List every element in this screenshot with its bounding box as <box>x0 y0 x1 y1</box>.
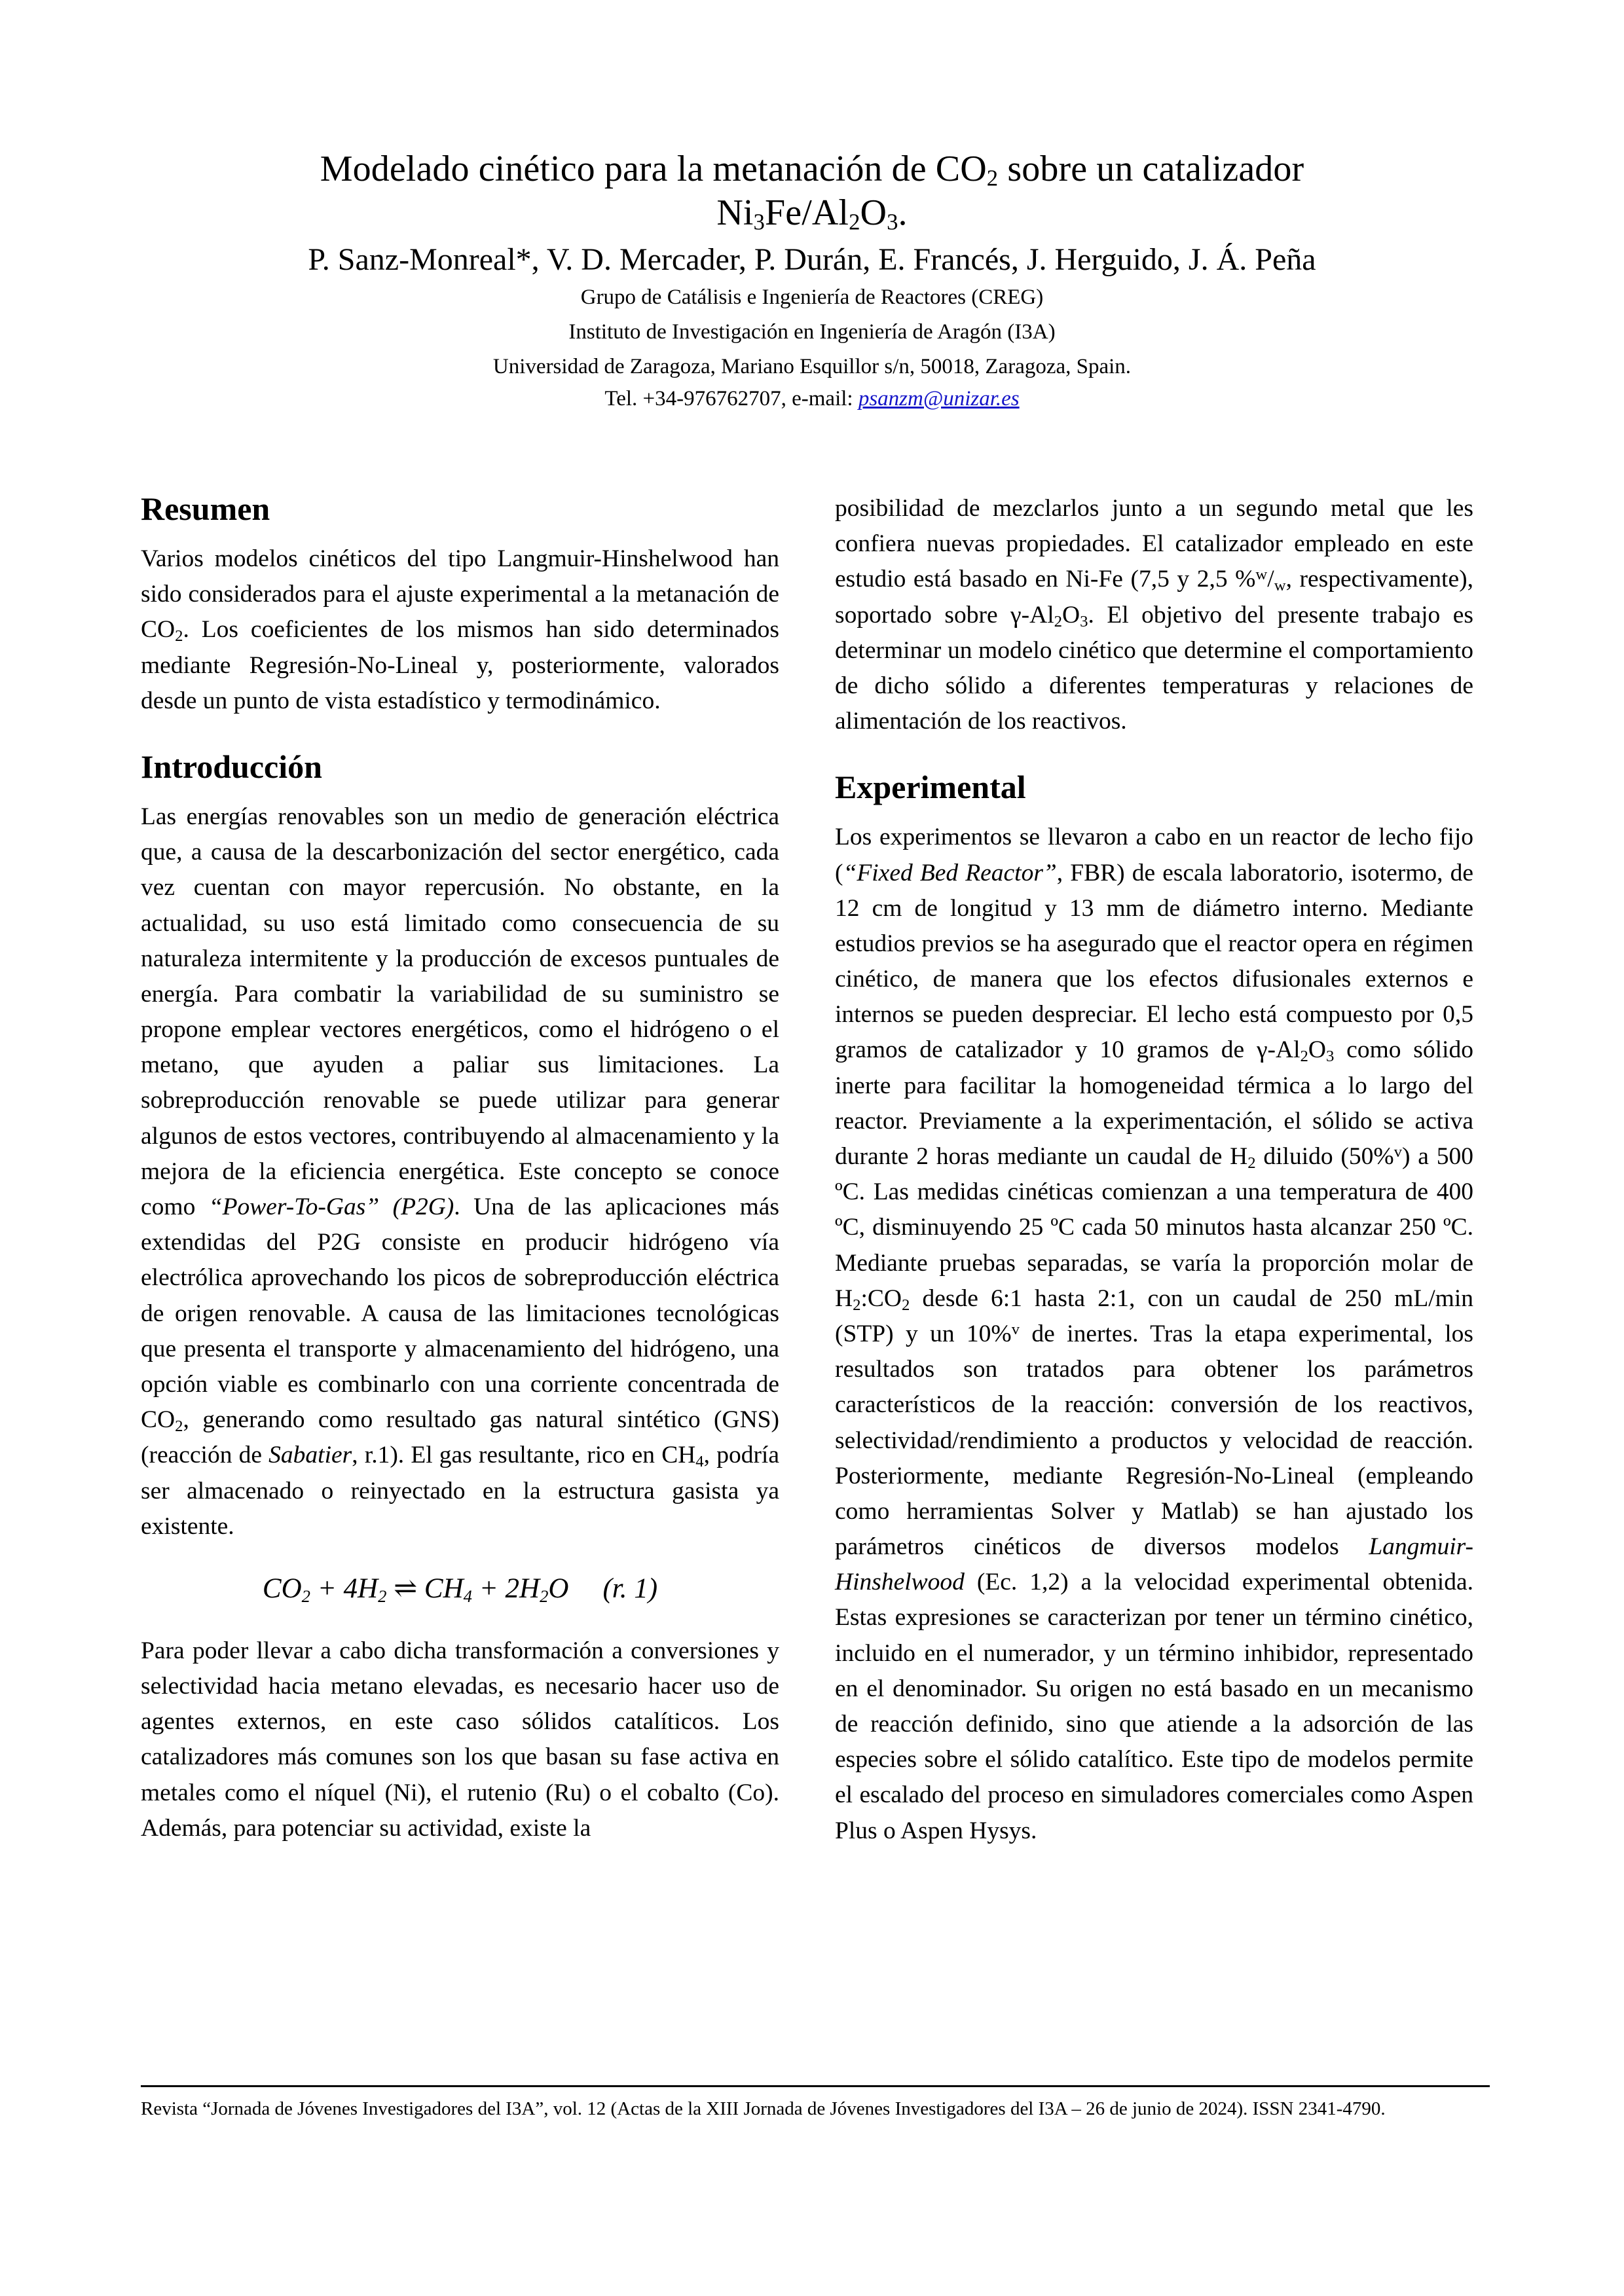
exp-subscript-co2: 2 <box>901 1296 910 1314</box>
page-title <box>151 147 1473 235</box>
resumen-subscript-co2: 2 <box>175 627 183 646</box>
exp-subscript-o3: 3 <box>1326 1048 1335 1066</box>
title-line-2-fe-al: Fe/Al <box>765 192 849 234</box>
intro-subscript-co2: 2 <box>175 1417 183 1436</box>
experimental-paragraph-1 <box>835 820 1473 1848</box>
page-footer <box>141 2085 1490 2124</box>
telephone-text: Tel. +34-976762707, e-mail: <box>604 386 858 410</box>
exp-text-d: como sólido inerte para facilitar la homogeneidad térmica a lo largo del reactor. Previamente a la experimentación, el sólido se activa durante 2 horas mediante un caudal de H <box>835 1036 1473 1170</box>
body-columns <box>141 491 1490 1849</box>
affiliation-university: Universidad de Zaragoza, Mariano Esquillor s/n, 50018, Zaragoza, Spain. <box>492 354 1132 378</box>
intro-text-b: . Una de las aplicaciones más extendidas del P2G consiste en producir hidrógeno vía electrólica aprovechando los picos de sobreproducción eléctrica de origen renovable. A causa de las limitaciones tecnológicas que presenta el transporte y almacenamiento del hidrógeno, una opción viable es combinarlo con una corriente concentrada de CO <box>141 1194 779 1434</box>
right-column <box>835 491 1473 1849</box>
title-line-1-cont: sobre un catalizador <box>998 149 1304 189</box>
exp-superscript-v1: v <box>1393 1142 1403 1161</box>
exp-text-c: O <box>1308 1036 1326 1064</box>
resumen-text-a: Varios modelos cinéticos del tipo Langmuir-Hinshelwood han sido considerados para el ajuste experimental a la metanación de CO <box>141 545 779 644</box>
exp-text-h: desde 6:1 hasta 2:1, con un caudal de 250 mL/min (STP) y un 10% <box>835 1285 1473 1347</box>
introduccion-continuation-paragraph <box>835 491 1473 739</box>
author-list: P. Sanz-Monreal*, V. D. Mercader, P. Durán, E. Francés, J. Herguido, J. Á. Peña <box>308 242 1316 278</box>
equation-sub-2a: 2 <box>301 1586 310 1606</box>
intro-cont-text-c: O <box>1062 601 1080 629</box>
resumen-text-b: . Los coeficientes de los mismos han sido determinados mediante Regresión-No-Lineal y, posteriormente, valorados desde un punto de vista estadístico y termodinámico. <box>141 616 779 714</box>
equation-o: O <box>548 1573 569 1604</box>
title-subscript-o3: 3 <box>887 209 898 235</box>
intro-italic-sabatier: Sabatier <box>268 1442 352 1469</box>
ratio-slash: / <box>1267 566 1274 593</box>
exp-italic-fixed-bed-reactor: “Fixed Bed Reactor” <box>843 859 1057 886</box>
equilibrium-arrow-icon: ⇌ <box>386 1573 424 1604</box>
equation-label-r1: (r. 1) <box>602 1573 658 1604</box>
contact-line <box>151 384 1473 414</box>
left-column <box>141 491 779 1849</box>
email-link[interactable]: psanzm@unizar.es <box>858 386 1020 410</box>
title-block <box>0 0 1624 414</box>
intro-cont-subscript-o3: 3 <box>1080 612 1088 630</box>
intro-subscript-ch4: 4 <box>695 1453 704 1471</box>
title-line-2-o: O <box>860 192 887 234</box>
exp-text-j: (Ec. 1,2) a la velocidad experimental obtenida. Estas expresiones se caracterizan por tener un término cinético, incluido en el numerador, y un término inhibidor, representado en el denominador. Su origen no está basado en un mecanismo de reacción definido, sino que atiende a la adsorción de las especies sobre el sólido catalítico. Este tipo de modelos permite el escalado del proceso en simuladores comerciales como Aspen Plus o Aspen Hysys. <box>835 1569 1473 1844</box>
intro-cont-text-d: . El objetivo del presente trabajo es determinar un modelo cinético que determine el comportamiento de dicho sólido a diferentes temperaturas y relaciones de alimentación de los reactivos. <box>835 601 1473 735</box>
intro-text-d: , r.1). El gas resultante, rico en CH <box>352 1442 696 1469</box>
title-subscript-ni3: 3 <box>753 209 765 235</box>
resumen-paragraph <box>141 541 779 719</box>
exp-text-f: ) a 500 ºC. Las medidas cinéticas comienzan a una temperatura de 400 ºC, disminuyendo 25 ºC cada 50 minutos hasta alcanzar 250 ºC. Mediante pruebas separadas, se varía la proporción molar de H <box>835 1143 1473 1312</box>
exp-text-e: diluido (50% <box>1255 1143 1394 1170</box>
footer-citation: Revista “Jornada de Jóvenes Investigadores del I3A”, vol. 12 (Actas de la XIII Jornada de Jóvenes Investigadores del I3A – 26 de junio de 2024). ISSN 2341-4790. <box>141 2098 1386 2119</box>
introduccion-paragraph-1 <box>141 799 779 1544</box>
section-heading-introduccion: Introducción <box>141 748 322 785</box>
equation-plus-4h: + 4H <box>310 1573 378 1604</box>
footer-divider <box>141 2085 1490 2087</box>
exp-text-b: , FBR) de escala laboratorio, isotermo, de 12 cm de longitud y 13 mm de diámetro interno. Mediante estudios previos se ha asegurado que el reactor opera en régimen cinético, de manera que los efectos difusionales externos e internos se pueden despreciar. El lecho está compuesto por 0,5 gramos de catalizador y 10 gramos de γ-Al <box>835 859 1473 1064</box>
title-line-2-ni: Ni <box>716 192 754 234</box>
exp-superscript-v2: v <box>1011 1320 1020 1338</box>
introduccion-paragraph-2: Para poder llevar a cabo dicha transformación a conversiones y selectividad hacia metano elevadas, es necesario hacer uso de agentes externos, en este caso sólidos catalíticos. Los catalizadores más comunes son los que basan su fase activa en metales como el níquel (Ni), el rutenio (Ru) o el cobalto (Co). Además, para potenciar su actividad, existe la <box>141 1637 779 1842</box>
intro-cont-text-a: posibilidad de mezclarlos junto a un segundo metal que les confiera nuevas propiedades. El catalizador empleado en este estudio está basado en Ni-Fe (7,5 y 2,5 % <box>835 495 1473 593</box>
superscript-weight-w: w <box>1255 566 1268 584</box>
title-line-2-period: . <box>898 192 908 234</box>
intro-text-c: , generando como resultado gas natural sintético (GNS) (reacción de <box>141 1406 779 1469</box>
reaction-equation-r1 <box>141 1571 779 1607</box>
exp-subscript-h2: 2 <box>1247 1154 1256 1173</box>
intro-text-a: Las energías renovables son un medio de generación eléctrica que, a causa de la descarbonización del sector energético, cada vez cuentan con mayor repercusión. No obstante, en la actualidad, su uso está limitado como consecuencia de su naturaleza intermitente y la producción de excesos puntuales de energía. Para combatir la variabilidad de su suministro se propone emplear vectores energéticos, como el hidrógeno o el metano, que ayuden a paliar sus limitaciones. La sobreproducción renovable se puede utilizar para generar algunos de estos vectores, contribuyendo al almacenamiento y la mejora de la eficiencia energética. Este concepto se conoce como <box>141 803 779 1220</box>
exp-text-g: :CO <box>860 1285 902 1312</box>
section-heading-experimental: Experimental <box>835 769 1026 806</box>
exp-text-a: Los experimentos se llevaron a cabo en un reactor de lecho fijo ( <box>835 824 1473 886</box>
intro-cont-subscript-al2: 2 <box>1054 612 1062 630</box>
title-line-1: Modelado cinético para la metanación de CO <box>320 149 987 189</box>
exp-text-i: de inertes. Tras la etapa experimental, los resultados son tratados para obtener los parámetros característicos de la reacción: conversión de los reactivos, selectividad/rendimiento a productos y velocidad de reacción. Posteriormente, mediante Regresión-No-Lineal (empleando como herramientas Solver y Matlab) se han ajustado los parámetros cinéticos de diversos modelos <box>835 1320 1473 1561</box>
equation-co: CO <box>262 1573 302 1604</box>
section-heading-resumen: Resumen <box>141 490 270 527</box>
exp-subscript-h2b: 2 <box>853 1296 861 1314</box>
equation-sub-2c: 2 <box>540 1586 549 1606</box>
affiliation-i3a: Instituto de Investigación en Ingeniería de Aragón (I3A) <box>568 319 1056 344</box>
subscript-weight-w: w <box>1274 577 1286 595</box>
equation-ch: CH <box>424 1573 464 1604</box>
title-subscript-al2: 2 <box>849 209 860 235</box>
intro-italic-power-to-gas: “Power-To-Gas” (P2G) <box>208 1194 454 1220</box>
equation-plus-2h: + 2H <box>471 1573 540 1604</box>
intro-text-e: , podría ser almacenado o reinyectado en la estructura gasista ya existente. <box>141 1442 779 1540</box>
exp-italic-langmuir-hinshelwood: Langmuir-Hinshelwood <box>835 1533 1473 1596</box>
affiliation-creg: Grupo de Catálisis e Ingeniería de Reactores (CREG) <box>580 285 1044 310</box>
title-subscript-co2: 2 <box>986 165 999 191</box>
equation-sub-2b: 2 <box>378 1586 387 1606</box>
exp-subscript-al2: 2 <box>1300 1048 1308 1066</box>
equation-sub-4: 4 <box>463 1586 472 1606</box>
intro-cont-text-b: , respectivamente), soportado sobre γ-Al <box>835 566 1473 629</box>
